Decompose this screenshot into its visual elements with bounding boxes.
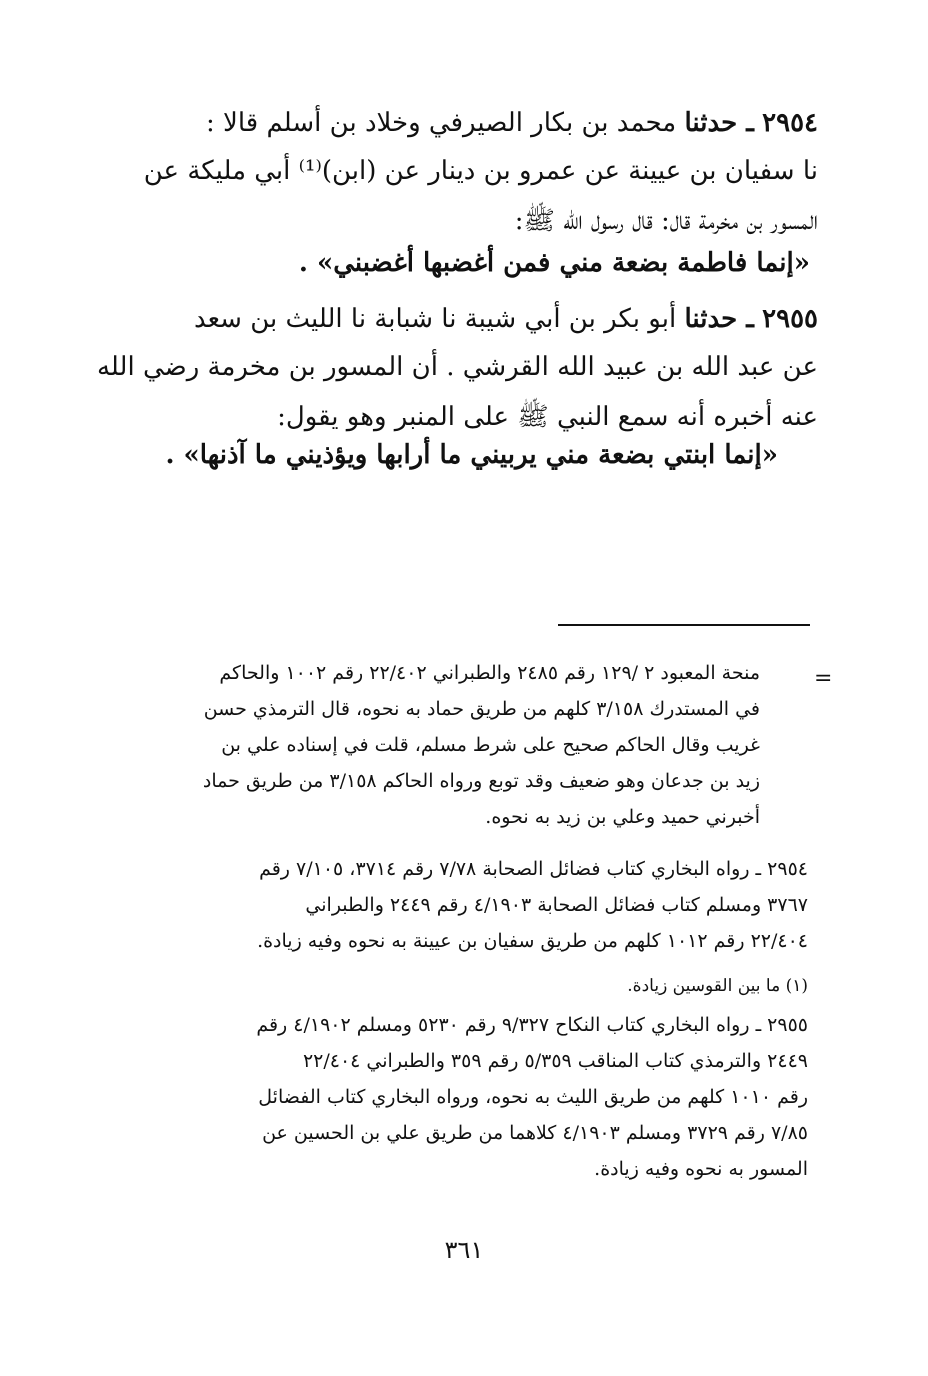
hadith-quote: «إنما ابنتي بضعة مني يربيني ما أرابها ويؤذيني ما آذنها» .: [165, 440, 778, 470]
footnote-line: ٢٢/٤٠٤ رقم ١٠١٢ كلهم من طريق سفيان بن عيينة به نحوه وفيه زيادة.: [257, 930, 808, 952]
hadith-line: نا سفيان بن عيينة عن عمرو بن دينار عن (ابن)⁽¹⁾ أبي مليكة عن: [143, 156, 818, 186]
footnote-line: المسور به نحوه وفيه زيادة.: [594, 1158, 808, 1180]
footnote-line: ٣٧٦٧ ومسلم كتاب فضائل الصحابة ٤/١٩٠٣ رقم ٢٤٤٩ والطبراني: [305, 894, 808, 916]
footnote-line: رقم ١٠١٠ كلهم من طريق الليث به نحوه، ورواه البخاري كتاب الفضائل: [258, 1086, 808, 1108]
footnote-line: منحة المعبود ٢ /١٢٩ رقم ٢٤٨٥ والطبراني ٢٢/٤٠٢ رقم ١٠٠٢ والحاكم: [219, 662, 760, 684]
footnote-line: أخبرني حميد وعلي بن زيد به نحوه.: [485, 806, 760, 828]
hadith-text: محمد بن بكار الصيرفي وخلاد بن أسلم قالا :: [206, 108, 677, 138]
hadith-line: عن عبد الله بن عبيد الله القرشي . أن المسور بن مخرمة رضي الله: [96, 352, 818, 382]
page-number: ٣٦١: [444, 1236, 484, 1264]
footnote-line: غريب وقال الحاكم صحيح على شرط مسلم، قلت في إسناده علي بن: [221, 734, 760, 756]
hadith-lead: حدثنا: [684, 108, 738, 138]
hadith-quote: «إنما فاطمة بضعة مني فمن أغضبها أغضبني» .: [298, 248, 810, 278]
footnote-line: زيد بن جدعان وهو ضعيف وقد توبع ورواه الحاكم ٣/١٥٨ من طريق حماد: [202, 770, 760, 792]
hadith-line: عنه أخبره أنه سمع النبي ﷺ على المنبر وهو يقول:: [277, 402, 818, 432]
footnote-continuation: [120, 662, 760, 852]
hadith-line: ٢٩٥٥ ـ حدثنا أبو بكر بن أبي شيبة نا شبابة نا الليث بن سعد: [193, 304, 818, 334]
continuation-mark: =: [814, 666, 833, 691]
hadith-line: ٢٩٥٤ ـ حدثنا محمد بن بكار الصيرفي وخلاد بن أسلم قالا :: [206, 108, 818, 138]
footnote-separator: [558, 624, 810, 626]
footnote-line: ٢٩٥٤ ـ رواه البخاري كتاب فضائل الصحابة ٧/٧٨ رقم ٣٧١٤، ٧/١٠٥ رقم: [259, 858, 808, 880]
footnote-line: ٢٤٤٩ والترمذي كتاب المناقب ٥/٣٥٩ رقم ٣٥٩ والطبراني ٢٢/٤٠٤: [302, 1050, 808, 1072]
footnote-line: ٢٩٥٥ ـ رواه البخاري كتاب النكاح ٩/٣٢٧ رقم ٥٢٣٠ ومسلم ٤/١٩٠٢ رقم: [256, 1014, 808, 1036]
footnote-line: في المستدرك ٣/١٥٨ كلهم من طريق حماد به نحوه، قال الترمذي حسن: [203, 698, 760, 720]
footnote-1: (١) ما بين القوسين زيادة.: [627, 976, 808, 996]
hadith-lead: حدثنا: [684, 304, 738, 334]
hadith-number: ٢٩٥٤: [762, 108, 818, 138]
hadith-number: ٢٩٥٥: [762, 304, 818, 334]
footnote-2955: [118, 1014, 808, 1204]
hadith-line: المسور بن مخرمة قال: قال رسول الله ﷺ:: [514, 206, 818, 236]
footnote-line: ٧/٨٥ رقم ٣٧٢٩ ومسلم ٤/١٩٠٣ كلاهما من طريق علي بن الحسين عن: [262, 1122, 808, 1144]
hadith-text: أبو بكر بن أبي شيبة نا شبابة نا الليث بن سعد: [193, 304, 677, 334]
footnote-2954: [118, 858, 808, 968]
